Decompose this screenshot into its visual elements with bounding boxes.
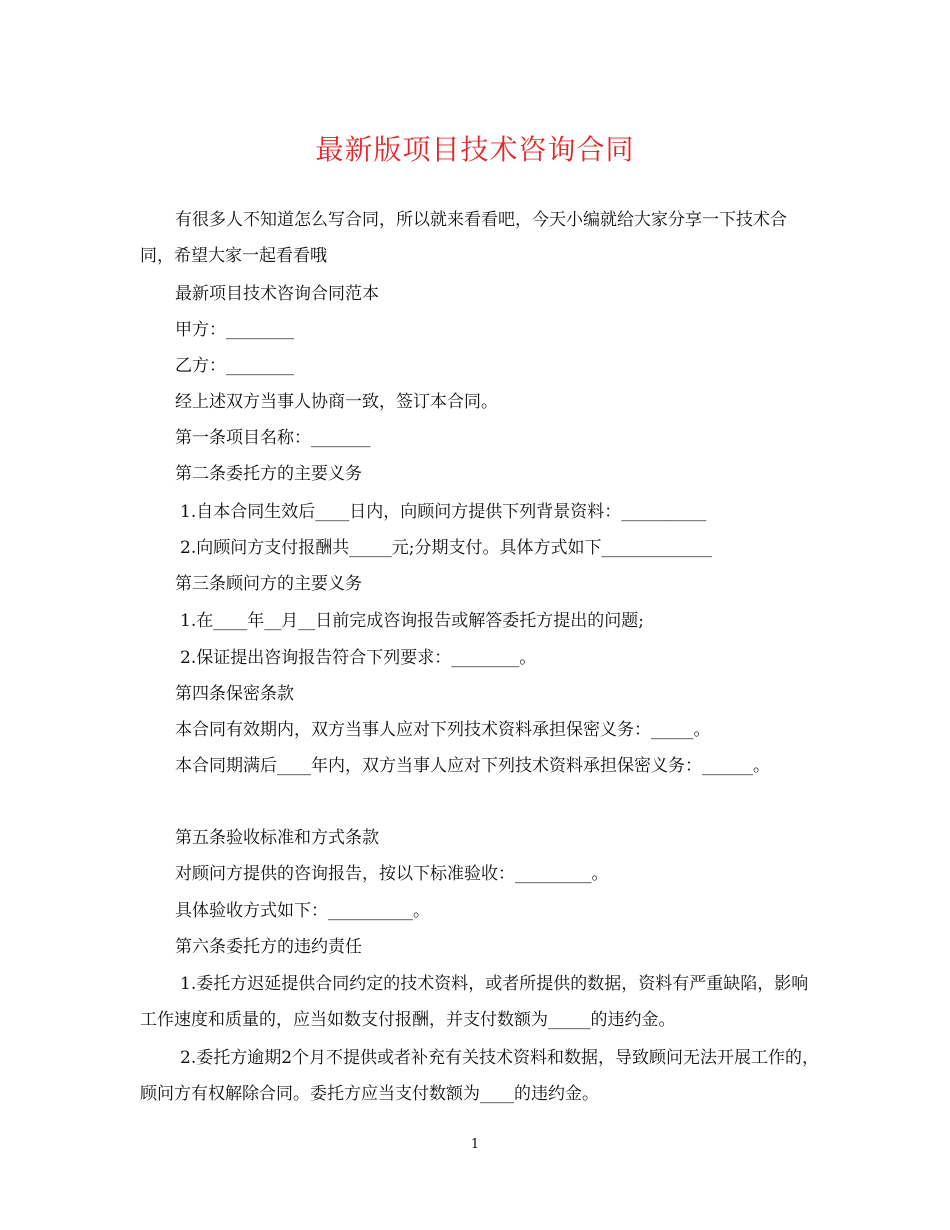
article-3-item-1: 1.在____年__月__日前完成咨询报告或解答委托方提出的问题; <box>180 611 644 631</box>
article-2-title: 第二条委托方的主要义务 <box>175 464 362 484</box>
article-4-paragraph-1: 本合同有效期内，双方当事人应对下列技术资料承担保密义务：_____。 <box>175 720 711 740</box>
article-5-paragraph-1: 对顾问方提供的咨询报告，按以下标准验收：_________。 <box>175 864 609 884</box>
intro-paragraph: 有很多人不知道怎么写合同，所以就来看看吧，今天小编就给大家分享一下技术合同，希望大家一起看看哦 <box>140 210 787 266</box>
article-3-item-2: 2.保证提出咨询报告符合下列要求：________。 <box>180 648 537 668</box>
article-5-paragraph-2: 具体验收方式如下：__________。 <box>175 901 430 921</box>
contract-subtitle: 最新项目技术咨询合同范本 <box>175 284 379 304</box>
article-6-title: 第六条委托方的违约责任 <box>175 937 362 957</box>
article-4-title: 第四条保密条款 <box>175 684 294 704</box>
page-number: 1 <box>470 1137 480 1152</box>
party-a-line: 甲方：________ <box>175 320 294 340</box>
article-2-item-1: 1.自本合同生效后____日内，向顾问方提供下列背景资料：__________ <box>180 502 707 522</box>
document-title: 最新版项目技术咨询合同 <box>315 133 635 166</box>
article-2-item-2: 2.向顾问方支付报酬共_____元;分期支付。具体方式如下_____________ <box>180 538 712 558</box>
article-3-title: 第三条顾问方的主要义务 <box>175 574 362 594</box>
article-1: 第一条项目名称：_______ <box>175 428 371 448</box>
article-5-title: 第五条验收标准和方式条款 <box>175 828 379 848</box>
article-6-item-2: 2.委托方逾期2个月不提供或者补充有关技术资料和数据，导致顾问无法开展工作的，顾问方有权解除合同。委托方应当支付数额为____的违约金。 <box>140 1048 820 1104</box>
agreement-statement: 经上述双方当事人协商一致，签订本合同。 <box>175 392 498 412</box>
article-4-paragraph-2: 本合同期满后____年内，双方当事人应对下列技术资料承担保密义务：______。 <box>175 756 770 776</box>
party-b-line: 乙方：________ <box>175 356 294 376</box>
article-6-item-1: 1.委托方迟延提供合同约定的技术资料，或者所提供的数据，资料有严重缺陷，影响工作速度和质量的，应当如数支付报酬，并支付数额为_____的违约金。 <box>140 974 809 1030</box>
